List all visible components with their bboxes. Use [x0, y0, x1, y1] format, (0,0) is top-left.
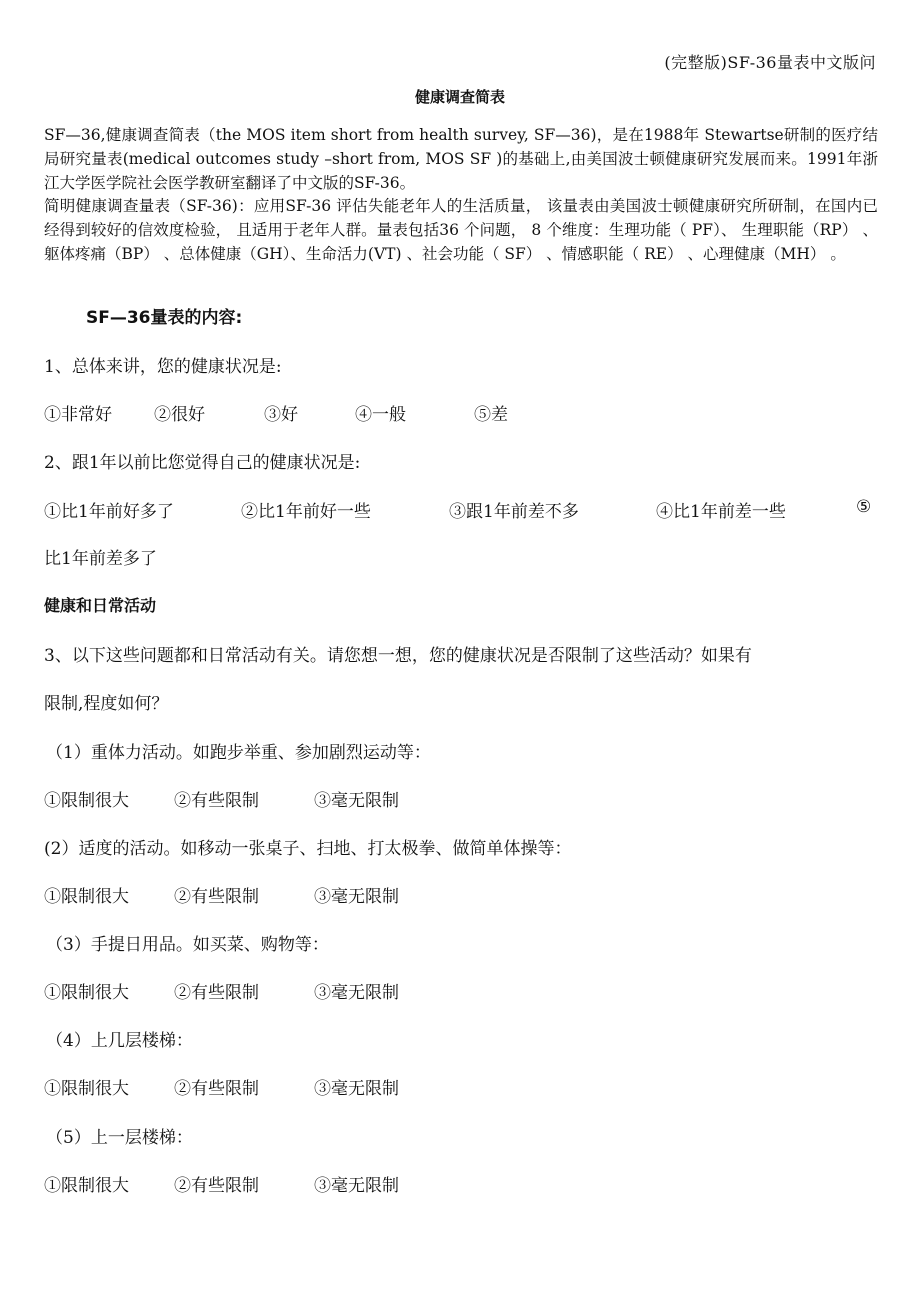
- q3-option[interactable]: ③毫无限制: [314, 887, 399, 907]
- q3-option[interactable]: ①限制很大: [44, 1176, 129, 1196]
- q3-item-4: （4）上几层楼梯：: [46, 1031, 193, 1051]
- q3-option[interactable]: ①限制很大: [44, 983, 129, 1003]
- q3-option[interactable]: ①限制很大: [44, 791, 129, 811]
- q3-item-2: (2）适度的活动。如移动一张桌子、扫地、打太极拳、做简单体操等：: [44, 839, 572, 859]
- q3-option[interactable]: ②有些限制: [174, 1079, 259, 1099]
- intro-paragraph: SF—36,健康调查简表（the MOS item short from health survey, SF—36)，是在1988年 Stewartse研制的医疗结局研究量表(medical outcomes study –short from, MOS SF )的基础上,由美国波士顿健康研究发展而来。1991年浙江大学医学院社会医学教研室翻译了中文版的SF-36。: [44, 126, 878, 192]
- q1-option[interactable]: ①非常好: [44, 405, 112, 425]
- q1-option[interactable]: ③好: [264, 405, 298, 425]
- q3-option[interactable]: ③毫无限制: [314, 983, 399, 1003]
- question-1-text: 1、总体来讲，您的健康状况是:: [44, 357, 282, 377]
- subsection-heading: 健康和日常活动: [44, 596, 157, 615]
- q1-option[interactable]: ⑤差: [474, 405, 508, 425]
- running-header: (完整版)SF-36量表中文版问: [664, 53, 876, 72]
- document-title: 健康调查简表: [414, 88, 505, 106]
- intro-text: [44, 124, 878, 267]
- section-heading: SF—36量表的内容:: [86, 308, 243, 328]
- q3-option[interactable]: ②有些限制: [174, 1176, 259, 1196]
- q2-option[interactable]: ①比1年前好多了: [44, 502, 174, 522]
- q3-option[interactable]: ②有些限制: [174, 983, 259, 1003]
- intro-paragraph: 简明健康调查量表（SF-36)：应用SF-36 评估失能老年人的生活质量， 该量表由美国波士顿健康研究所研制，在国内已经得到较好的信效度检验， 且适用于老年人群。量表包括36 个问题， 8 个维度：生理功能（ PF）、 生理职能（RP） 、躯体疼痛（BP） 、总体健康（GH）、生命活力(VT) 、社会功能（ SF） 、情感职能（ RE） 、心理健康（MH） 。: [44, 197, 878, 263]
- q1-option[interactable]: ④一般: [355, 405, 406, 425]
- q2-option[interactable]: ⑤: [856, 497, 872, 517]
- q3-option[interactable]: ③毫无限制: [314, 791, 399, 811]
- q3-item-5: （5）上一层楼梯：: [46, 1128, 193, 1148]
- q2-option[interactable]: ④比1年前差一些: [656, 502, 786, 522]
- q3-option[interactable]: ③毫无限制: [314, 1079, 399, 1099]
- q3-option[interactable]: ②有些限制: [174, 887, 259, 907]
- q3-option[interactable]: ①限制很大: [44, 887, 129, 907]
- q2-option-5-continued: 比1年前差多了: [44, 549, 157, 569]
- q1-option[interactable]: ②很好: [154, 405, 205, 425]
- q2-option[interactable]: ②比1年前好一些: [241, 502, 371, 522]
- question-2-text: 2、跟1年以前比您觉得自己的健康状况是:: [44, 453, 361, 473]
- q3-option[interactable]: ③毫无限制: [314, 1176, 399, 1196]
- q3-item-1: （1）重体力活动。如跑步举重、参加剧烈运动等：: [46, 743, 431, 763]
- q3-item-3: （3）手提日用品。如买菜、购物等：: [46, 935, 329, 955]
- q3-option[interactable]: ②有些限制: [174, 791, 259, 811]
- question-3-text-continued: 限制,程度如何？: [44, 694, 169, 714]
- q3-option[interactable]: ①限制很大: [44, 1079, 129, 1099]
- question-3-text: 3、以下这些问题都和日常活动有关。请您想一想，您的健康状况是否限制了这些活动？如果有: [44, 646, 752, 666]
- q2-option[interactable]: ③跟1年前差不多: [449, 502, 579, 522]
